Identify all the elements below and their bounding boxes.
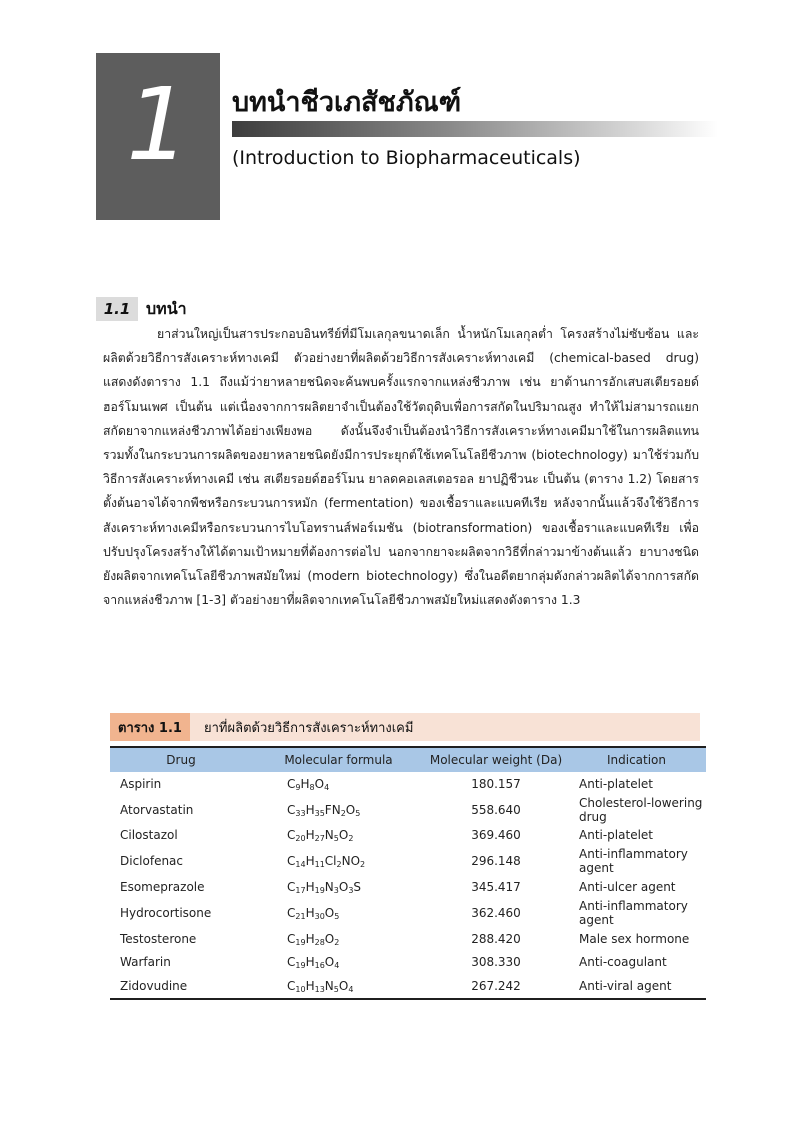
cell-molecular-formula: $C_{33}H_{35}FN_2O_5$	[287, 802, 361, 818]
chapter-title-english: (Introduction to Biopharmaceuticals)	[232, 147, 581, 169]
cell-indication: Anti-platelet	[579, 776, 653, 791]
cell-indication: Cholesterol-lowering drug	[579, 795, 703, 824]
cell-molecular-weight: 180.157	[471, 776, 521, 791]
cell-indication: Anti-inflammatory agent	[579, 898, 688, 927]
cell-indication: Anti-platelet	[579, 828, 653, 843]
cell-indication: Anti-viral agent	[567, 974, 706, 999]
table-caption	[110, 713, 700, 741]
table-row	[110, 950, 706, 974]
cell-indication: Anti-inflammatory agent	[579, 847, 688, 876]
cell-molecular-weight: 308.330	[471, 955, 521, 970]
section-paragraph	[103, 322, 699, 612]
section-number: 1.1	[96, 297, 138, 321]
cell-molecular-formula: $C_9H_8O_4$	[287, 776, 330, 792]
cell-molecular-weight: 267.242	[425, 974, 567, 999]
cell-molecular-weight: 369.460	[471, 828, 521, 843]
cell-molecular-formula: $C_{21}H_{30}O_5$	[287, 905, 340, 921]
cell-molecular-formula: $C_{14}H_{11}Cl_2NO_2$	[287, 854, 366, 870]
cell-molecular-formula: $C_{19}H_{16}O_4$	[287, 955, 340, 971]
cell-molecular-weight: 288.420	[471, 931, 521, 946]
cell-drug: Aspirin	[120, 776, 162, 791]
cell-drug: Cilostazol	[120, 828, 178, 843]
table-row	[110, 927, 706, 951]
cell-molecular-formula: $C_{10}H_{13}N_5O_4$	[252, 974, 425, 999]
cell-molecular-weight: 362.460	[471, 905, 521, 920]
table-row	[110, 875, 706, 899]
paragraph-text: ยาส่วนใหญ่เป็นสารประกอบอินทรีย์ที่มีโมเลกุลขนาดเล็ก น้ำหนักโมเลกุลต่ำ โครงสร้างไม่ซับซ้อน และผลิตด้วยวิธีการสังเคราะห์ทางเคมี ตัวอย่างยาที่ผลิตด้วยวิธีการสังเคราะห์ทางเคมี (chemical-based drug) แสดงดังตาราง 1.1 ถึงแม้ว่ายาหลายชนิดจะค้นพบครั้งแรกจากแหล่งชีวภาพ เช่น ยาต้านการอักเสบสเตียรอยด์ ฮอร์โมนเพศ เป็นต้น แต่เนื่องจากการผลิตยาจำเป็นต้องใช้วัตถุดิบเพื่อการสกัดในปริมาณสูง ทำให้ไม่สามารถแยกสกัดยาจากแหล่งชีวภาพได้อย่างเพียงพอ ดังนั้นจึงจำเป็นต้องนำวิธีการสังเคราะห์ทางเคมีมาใช้ในการผลิตแทน รวมทั้งในกระบวนการผลิตของยาหลายชนิดยังมีการประยุกต์ใช้เทคโนโลยีชีวภาพ (biotechnology) มาใช้ร่วมกับวิธีการสังเคราะห์ทางเคมี เช่น สเตียรอยด์ฮอร์โมน ยาลดคอเลสเตอรอล ยาปฏิชีวนะ เป็นต้น (ตาราง 1.2) โดยสารตั้งต้นอาจได้จากพืชหรือกระบวนการหมัก (fermentation) ของเชื้อราและแบคทีเรีย หลังจากนั้นแล้วจึงใช้วิธีการสังเคราะห์ทางเคมีหรือกระบวนการไบโอทรานส์ฟอร์เมชัน (biotransformation) ของเชื้อราและแบคทีเรีย เพื่อปรับปรุงโครงสร้างให้ได้ตามเป้าหมายที่ต้องการต่อไป นอกจากยาจะผลิตจากวิธีที่กล่าวมาข้างต้นแล้ว ยาบางชนิดยังผลิตจากเทคโนโลยีชีวภาพสมัยใหม่ (modern biotechnology) ซึ่งในอดีตยากลุ่มดังกล่าวผลิตได้จากการสกัดจากแหล่งชีวภาพ [1-3] ตัวอย่างยาที่ผลิตจากเทคโนโลยีชีวภาพสมัยใหม่แสดงดังตาราง 1.3	[103, 327, 699, 608]
table-row	[110, 974, 706, 999]
chapter-number-box	[96, 53, 220, 220]
cell-drug: Hydrocortisone	[120, 905, 212, 920]
table-row	[110, 847, 706, 875]
cell-molecular-formula: $C_{17}H_{19}N_3O_3S$	[287, 879, 362, 895]
table-label: ตาราง 1.1	[110, 713, 190, 741]
table-header-row	[110, 747, 706, 772]
chapter-number: 1	[126, 66, 190, 183]
title-gradient-bar	[232, 121, 718, 137]
drug-table	[110, 746, 706, 1000]
cell-molecular-weight: 296.148	[471, 854, 521, 869]
cell-indication: Anti-ulcer agent	[579, 879, 676, 894]
cell-indication: Anti-coagulant	[579, 955, 667, 970]
table-body	[110, 772, 706, 999]
table-row	[110, 899, 706, 927]
table-row	[110, 772, 706, 796]
cell-drug: Atorvastatin	[120, 802, 194, 817]
header-molecular-formula: Molecular formula	[252, 747, 425, 772]
table-caption-text: ยาที่ผลิตด้วยวิธีการสังเคราะห์ทางเคมี	[204, 720, 414, 736]
cell-drug: Esomeprazole	[120, 879, 205, 894]
cell-drug: Diclofenac	[120, 854, 184, 869]
header-drug: Drug	[110, 747, 252, 772]
cell-molecular-weight: 558.640	[471, 802, 521, 817]
cell-drug: Testosterone	[120, 931, 197, 946]
section-title: บทนำ	[146, 298, 187, 318]
cell-molecular-formula: $C_{19}H_{28}O_2$	[287, 931, 340, 947]
cell-molecular-weight: 345.417	[471, 879, 521, 894]
header-molecular-weight: Molecular weight (Da)	[425, 747, 567, 772]
header-indication: Indication	[567, 747, 706, 772]
cell-drug: Warfarin	[120, 955, 171, 970]
cell-indication: Male sex hormone	[579, 931, 690, 946]
cell-drug: Zidovudine	[110, 974, 252, 999]
chapter-title-thai: บทนำชีวเภสัชภัณฑ์	[232, 87, 462, 118]
section-heading	[96, 296, 706, 322]
table-row	[110, 796, 706, 824]
cell-molecular-formula: $C_{20}H_{27}N_5O_2$	[287, 828, 354, 844]
table-row	[110, 824, 706, 848]
